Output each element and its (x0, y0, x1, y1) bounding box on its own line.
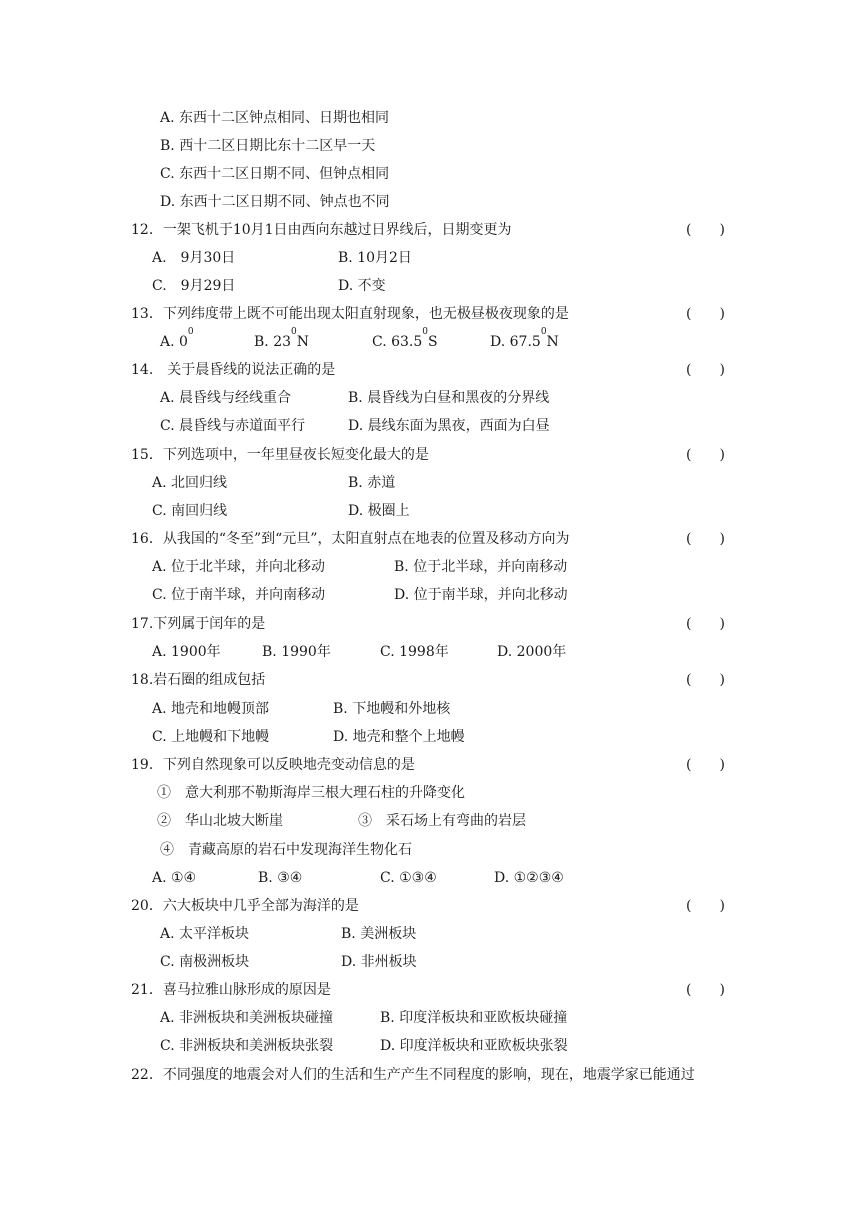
q12-answer-bracket: ( ) (686, 222, 725, 238)
q19-item-4-row (0, 838, 860, 862)
q16-stem-row (0, 527, 860, 551)
q16-answer-bracket: ( ) (686, 531, 725, 547)
q19-option-b: B. ③④ (258, 870, 303, 886)
q21-stem-row (0, 978, 860, 1002)
q16-options-row-2 (0, 583, 860, 607)
q15-option-c: C. 南回归线 (152, 503, 228, 519)
q15-options-row-1 (0, 471, 860, 495)
q14-option-d: D. 晨线东面为黑夜，西面为白昼 (348, 418, 550, 434)
q11-option-b: B. 西十二区日期比东十二区早一天 (160, 138, 376, 154)
q14-option-a: A. 晨昏线与经线重合 (160, 390, 292, 406)
q21-answer-bracket: ( ) (686, 982, 725, 998)
q11-option-a-row (0, 106, 860, 130)
q20-stem-row (0, 894, 860, 918)
q15-option-d: D. 极圈上 (348, 503, 410, 519)
q16-stem: 16．从我国的“冬至”到“元旦”，太阳直射点在地表的位置及移动方向为 (131, 531, 570, 547)
q20-options-row-1 (0, 922, 860, 946)
q13-stem: 13．下列纬度带上既不可能出现太阳直射现象，也无极昼极夜现象的是 (131, 306, 569, 322)
q12-option-a: A. 9月30日 (152, 250, 236, 266)
q19-stem: 19．下列自然现象可以反映地壳变动信息的是 (131, 757, 415, 773)
q14-answer-bracket: ( ) (686, 362, 725, 378)
q12-option-c: C. 9月29日 (152, 278, 236, 294)
q19-item-1-row (0, 781, 860, 805)
q16-option-d: D. 位于南半球，并向北移动 (394, 587, 568, 603)
q19-item-4: ④ 青藏高原的岩石中发现海洋生物化石 (160, 842, 412, 858)
q11-option-c-row (0, 162, 860, 186)
q13-option-a: A. $0^0$ (160, 327, 194, 350)
q19-option-d: D. ①②③④ (494, 870, 564, 886)
q12-stem-row (0, 218, 860, 242)
q18-stem-row (0, 668, 860, 692)
q17-stem: 17.下列属于闰年的是 (131, 616, 266, 632)
q18-option-c: C. 上地幔和下地幔 (152, 729, 270, 745)
q19-option-c: C. ①③④ (380, 870, 437, 886)
q17-options-row (0, 640, 860, 664)
q11-option-c: C. 东西十二区日期不同、但钟点相同 (160, 166, 390, 182)
q15-option-a: A. 北回归线 (152, 475, 228, 491)
q12-stem: 12．一架飞机于10月1日由西向东越过日界线后，日期变更为 (131, 222, 512, 238)
q11-option-d: D. 东西十二区日期不同、钟点也不同 (160, 194, 390, 210)
q13-option-b: B. $23^0N$ (254, 327, 309, 350)
q17-answer-bracket: ( ) (686, 616, 725, 632)
q11-option-b-row (0, 134, 860, 158)
q20-option-d: D. 非州板块 (341, 954, 417, 970)
q17-option-a: A. 1900年 (152, 644, 221, 660)
q21-options-row-2 (0, 1034, 860, 1058)
q14-option-c: C. 晨昏线与赤道面平行 (160, 418, 306, 434)
q12-options-row-2 (0, 274, 860, 298)
q20-option-b: B. 美洲板块 (341, 926, 417, 942)
q18-answer-bracket: ( ) (686, 672, 725, 688)
q20-option-a: A. 太平洋板块 (160, 926, 250, 942)
q21-option-c: C. 非洲板块和美洲板块张裂 (160, 1038, 334, 1054)
q17-stem-row (0, 612, 860, 636)
q20-option-c: C. 南极洲板块 (160, 954, 250, 970)
q17-option-d: D. 2000年 (497, 644, 567, 660)
q20-answer-bracket: ( ) (686, 898, 725, 914)
q14-stem-row (0, 358, 860, 382)
q15-stem: 15．下列选项中，一年里昼夜长短变化最大的是 (131, 447, 429, 463)
q18-options-row-1 (0, 697, 860, 721)
q18-stem: 18.岩石圈的组成包括 (131, 672, 266, 688)
q13-option-d: D. 67.5$^0$N (490, 327, 559, 350)
q20-options-row-2 (0, 950, 860, 974)
q16-option-c: C. 位于南半球，并向南移动 (152, 587, 326, 603)
q14-option-b: B. 晨昏线为白昼和黑夜的分界线 (348, 390, 550, 406)
q20-stem: 20．六大板块中几乎全部为海洋的是 (131, 898, 359, 914)
q12-option-d: D. 不变 (338, 278, 386, 294)
q15-option-b: B. 赤道 (348, 475, 396, 491)
q14-stem: 14. 关于晨昏线的说法正确的是 (131, 362, 336, 378)
q21-option-a: A. 非洲板块和美洲板块碰撞 (160, 1010, 334, 1026)
q13-answer-bracket: ( ) (686, 306, 725, 322)
q21-option-d: D. 印度洋板块和亚欧板块张裂 (380, 1038, 568, 1054)
q11-option-d-row (0, 190, 860, 214)
q19-item-3: ③ 采石场上有弯曲的岩层 (358, 813, 526, 829)
q19-options-row (0, 866, 860, 890)
q21-options-row-1 (0, 1006, 860, 1030)
q16-option-b: B. 位于北半球，并向南移动 (394, 559, 568, 575)
q16-option-a: A. 位于北半球，并向北移动 (152, 559, 326, 575)
q11-option-a: A. 东西十二区钟点相同、日期也相同 (160, 110, 390, 126)
q19-option-a: A. ①④ (152, 870, 197, 886)
q14-options-row-1 (0, 386, 860, 410)
q21-stem: 21．喜马拉雅山脉形成的原因是 (131, 982, 331, 998)
q21-option-b: B. 印度洋板块和亚欧板块碰撞 (380, 1010, 568, 1026)
q13-option-c: C. 63.5$^0$S (372, 327, 438, 350)
q16-options-row-1 (0, 555, 860, 579)
q19-stem-row (0, 753, 860, 777)
q14-options-row-2 (0, 414, 860, 438)
q19-item-1: ① 意大利那不勒斯海岸三根大理石柱的升降变化 (157, 785, 465, 801)
q15-options-row-2 (0, 499, 860, 523)
q19-items-2-3-row (0, 809, 860, 833)
q15-stem-row (0, 443, 860, 467)
q19-item-2: ② 华山北坡大断崖 (157, 813, 283, 829)
q18-options-row-2 (0, 725, 860, 749)
q22-stem-row (0, 1063, 860, 1087)
q12-options-row-1 (0, 246, 860, 270)
q15-answer-bracket: ( ) (686, 447, 725, 463)
q18-option-d: D. 地壳和整个上地幔 (333, 729, 465, 745)
q12-option-b: B. 10月2日 (338, 250, 412, 266)
q22-stem: 22．不同强度的地震会对人们的生活和生产产生不同程度的影响，现在，地震学家已能通过 (131, 1067, 695, 1083)
q17-option-c: C. 1998年 (380, 644, 449, 660)
q13-options-row (0, 327, 860, 354)
q18-option-b: B. 下地幔和外地核 (333, 701, 451, 717)
q13-stem-row (0, 302, 860, 326)
q18-option-a: A. 地壳和地幔顶部 (152, 701, 270, 717)
q17-option-b: B. 1990年 (262, 644, 331, 660)
q19-answer-bracket: ( ) (686, 757, 725, 773)
